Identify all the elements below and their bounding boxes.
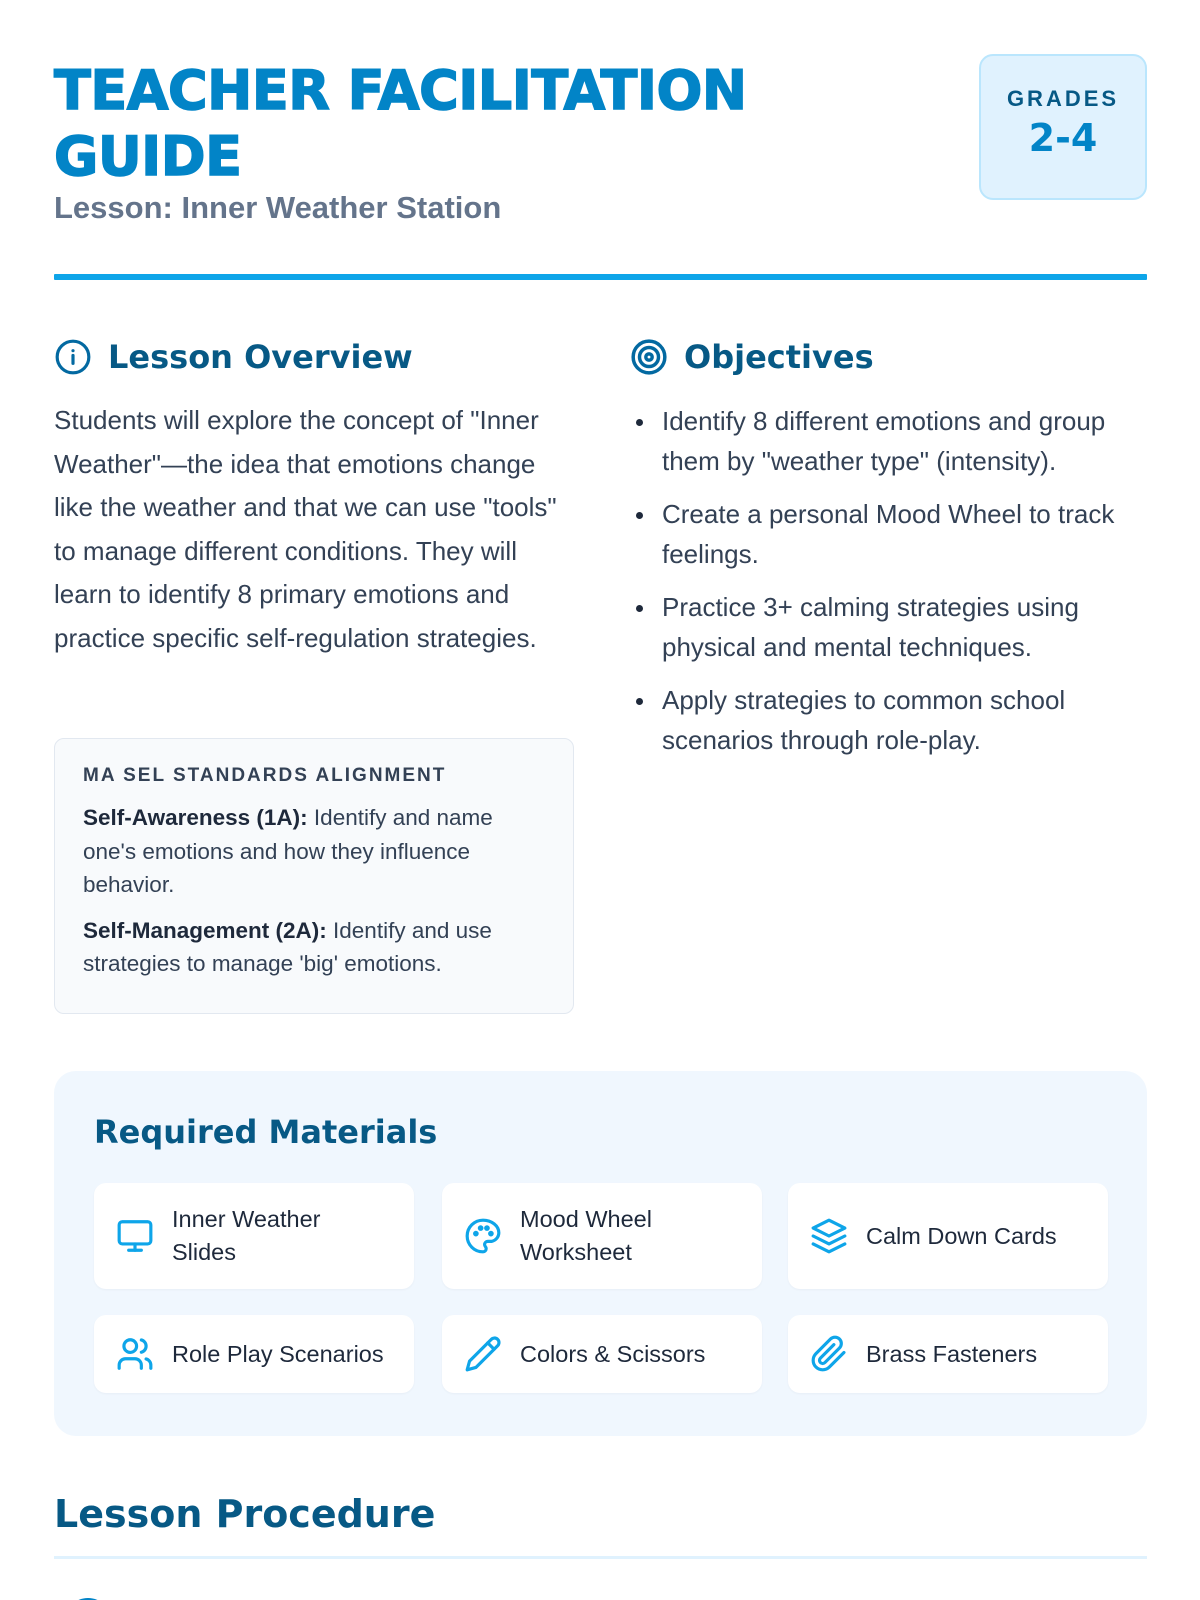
- procedure-divider: [54, 1556, 1147, 1559]
- standards-alignment-box: [54, 738, 574, 1014]
- standard-name: Self-Awareness (1A):: [83, 805, 308, 830]
- grades-value: 2-4: [1028, 116, 1098, 160]
- material-card-worksheet: [442, 1183, 762, 1289]
- material-label: Colors & Scissors: [520, 1340, 706, 1367]
- facilitation-guide-page: [54, 0, 1147, 1536]
- objectives-header: [630, 335, 1147, 379]
- lesson-overview-section: [54, 335, 574, 976]
- header-divider: [54, 274, 1147, 280]
- material-card-role-play: [94, 1315, 414, 1393]
- standard-item: [83, 914, 545, 981]
- required-materials-title: Required Materials: [94, 1113, 438, 1151]
- objective-item: Practice 3+ calming strategies using physical and mental techniques.: [630, 587, 1147, 667]
- material-card-fasteners: [788, 1315, 1108, 1393]
- required-materials-panel: [54, 1071, 1147, 1436]
- grades-badge: [979, 54, 1147, 200]
- pencil-icon: [464, 1335, 502, 1373]
- info-circle-icon: [54, 338, 92, 376]
- objectives-section: [630, 335, 1147, 773]
- objectives-list: [630, 401, 1147, 760]
- paperclip-icon: [810, 1335, 848, 1373]
- standard-name: Self-Management (2A):: [83, 917, 327, 943]
- lesson-subtitle: Lesson: Inner Weather Station: [54, 190, 502, 225]
- material-label: Calm Down Cards: [866, 1222, 1057, 1249]
- monitor-icon: [116, 1217, 154, 1255]
- objective-item: Apply strategies to common school scenarios through role-play.: [630, 680, 1147, 760]
- material-label: Inner Weather Slides: [172, 1206, 321, 1265]
- material-label: Brass Fasteners: [866, 1340, 1038, 1367]
- material-card-calm-cards: [788, 1183, 1108, 1289]
- standard-text: Identify and name one's emotions and how they influence behavior.: [83, 805, 493, 897]
- objectives-title: Objectives: [684, 338, 874, 376]
- lesson-overview-header: [54, 335, 574, 379]
- layers-icon: [810, 1217, 848, 1255]
- lesson-procedure-title: Lesson Procedure: [54, 1492, 436, 1536]
- material-label: Mood Wheel Worksheet: [520, 1206, 652, 1265]
- material-label: Role Play Scenarios: [172, 1340, 384, 1367]
- standards-label: MA SEL STANDARDS ALIGNMENT: [83, 765, 447, 786]
- palette-icon: [464, 1217, 502, 1255]
- material-card-colors: [442, 1315, 762, 1393]
- standard-text: Identify and use strategies to manage 'big' emotions.: [83, 917, 492, 976]
- lesson-overview-title: Lesson Overview: [108, 338, 413, 376]
- page-header: [54, 0, 1147, 280]
- objective-item: Create a personal Mood Wheel to track feelings.: [630, 494, 1147, 574]
- page-title: TEACHER FACILITATION GUIDE: [54, 59, 747, 188]
- objective-item: Identify 8 different emotions and group them by "weather type" (intensity).: [630, 401, 1147, 481]
- target-icon: [630, 338, 668, 376]
- material-card-slides: [94, 1183, 414, 1289]
- lesson-overview-text: Students will explore the concept of "Inner Weather"—the idea that emotions change like the weather and that we can use "tools" to manage different conditions. They will learn to identify 8 primary emotions and practice specific self-regulation strategies.: [54, 405, 557, 653]
- grades-label: GRADES: [1006, 86, 1120, 111]
- users-icon: [116, 1335, 154, 1373]
- standard-item: [83, 801, 545, 902]
